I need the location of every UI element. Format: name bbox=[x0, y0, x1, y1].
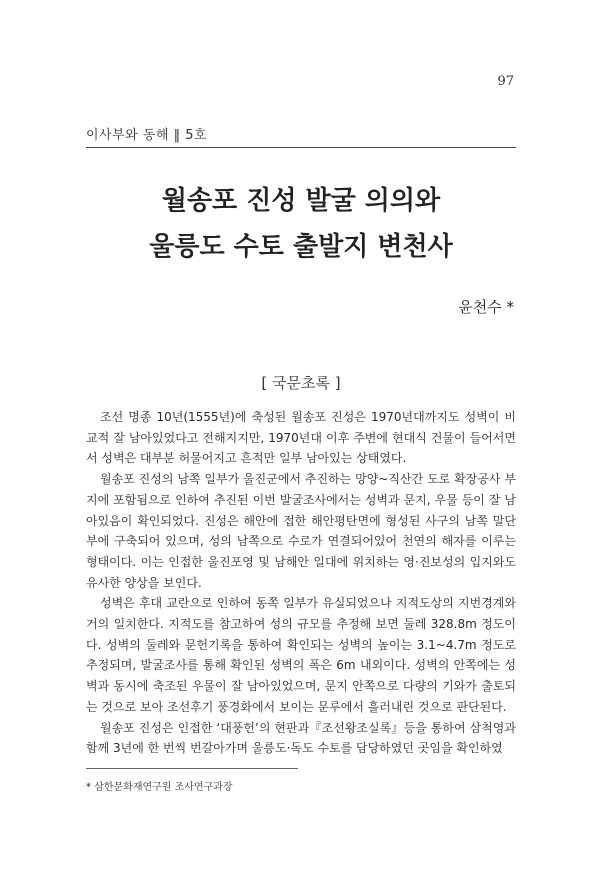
abstract-paragraph: 조선 명종 10년(1555년)에 축성된 월송포 진성은 1970년대까지도 성벽이 비교적 잘 남아있었다고 전해지지만, 1970년대 이후 주변에 현대식 건물이 들어서면서 성벽은 대부분 허물어지고 흔적만 일부 남아있는 상태였다. bbox=[86, 410, 516, 466]
title-line-1: 월송포 진성 발굴 의의와 bbox=[161, 186, 441, 216]
header-divider bbox=[86, 147, 516, 148]
title-line-2: 울릉도 수토 출발지 변천사 bbox=[149, 232, 453, 262]
abstract-paragraph: 월송포 진성은 인접한 ‘대풍헌’의 현판과『조선왕조실록』등을 통하여 삼척영과 함께 3년에 한 번씩 번갈아가며 울릉도·독도 수토를 담당하였던 곳임을 확인하였 bbox=[86, 720, 516, 756]
footnote-divider bbox=[86, 768, 298, 769]
paper-title bbox=[86, 178, 516, 270]
author-name: 윤천수 * bbox=[458, 298, 514, 316]
footnote: * 삼한문화재연구원 조사연구과장 bbox=[86, 782, 233, 793]
abstract-heading: [ 국문초록 ] bbox=[261, 374, 341, 392]
running-head: 이사부와 동해 ‖ 5호 bbox=[86, 128, 208, 143]
page-number: 97 bbox=[497, 74, 514, 89]
abstract-paragraph: 월송포 진성의 남쪽 일부가 울진군에서 추진하는 망양~직산간 도로 확장공사 부지에 포함됨으로 인하여 추진된 이번 발굴조사에서는 성벽과 문지, 우물 등이 잘 남아있음이 확인되었다. 진성은 해안에 접한 해안평탄면에 형성된 사구의 남쪽 말단부에 구축되어 있으며, 성의 남쪽으로 수로가 연결되어있어 천연의 해자를 이루는 형태이다. 이는 인접한 울진포영 및 남해안 일대에 위치하는 영·진보성의 입지와도 유사한 양상을 보인다. bbox=[86, 472, 516, 590]
abstract-body bbox=[86, 407, 516, 759]
abstract-paragraph: 성벽은 후대 교란으로 인하여 동쪽 일부가 유실되었으나 지적도상의 지번경계와 거의 일치한다. 지적도를 참고하여 성의 규모를 추정해 보면 둘레 328.8m 정도이다. 성벽의 둘레와 문헌기록을 통하여 확인되는 성벽의 높이는 3.1~4.7m 정도로 추정되며, 발굴조사를 통해 확인된 성벽의 폭은 6m 내외이다. 성벽의 안쪽에는 성벽과 동시에 축조된 우물이 잘 남아있었으며, 문지 안쪽으로 다량의 기와가 출토되는 것으로 보아 조선후기 풍경화에서 보이는 문루에서 흘러내린 것으로 판단된다. bbox=[86, 596, 516, 714]
